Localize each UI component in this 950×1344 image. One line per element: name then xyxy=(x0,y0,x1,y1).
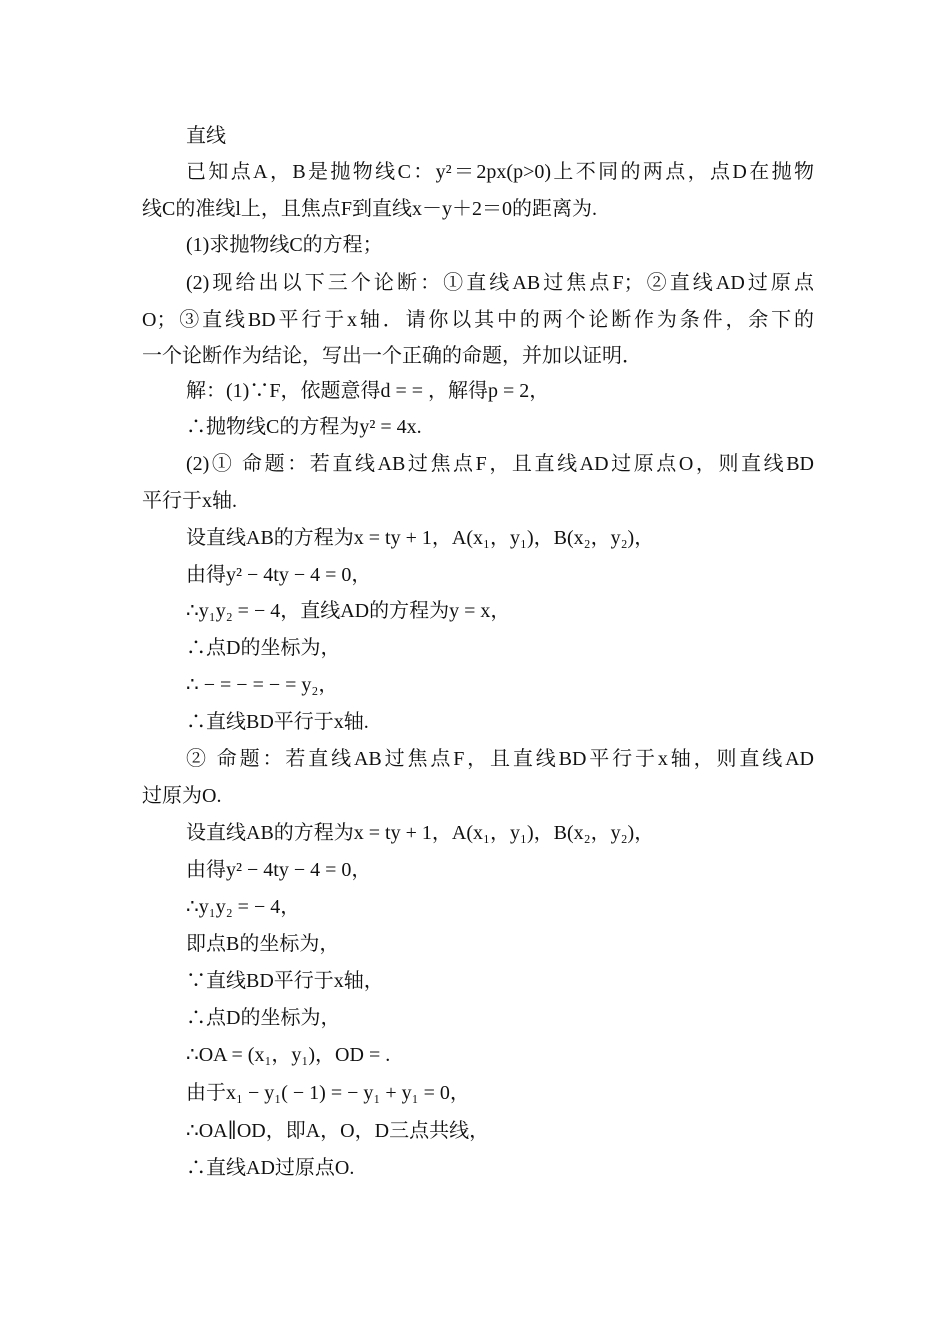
question-2-cont: O；③直线BD平行于x轴．请你以其中的两个论断作为条件，余下的 xyxy=(142,309,814,331)
solution-line: ∴OA∥OD，即A，O，D三点共线， xyxy=(186,1120,490,1142)
solution-line: 即点B的坐标为， xyxy=(186,933,340,955)
solution-line: ∵直线BD平行于x轴， xyxy=(186,970,384,992)
solution-line: 由得y² − 4ty − 4 = 0， xyxy=(186,859,372,881)
solution-line: ∴抛物线C的方程为y² = 4x. xyxy=(186,416,422,438)
solution-line: 设直线AB的方程为x = ty + 1，A(x₁，y₁)，B(x₂，y₂)， xyxy=(186,527,655,549)
proposition-1-cont: 平行于x轴. xyxy=(142,490,237,512)
solution-line: 由于x₁ − y₁( − 1) = − y₁ + y₁ = 0， xyxy=(186,1082,470,1104)
solution-line: 由得y² − 4ty − 4 = 0， xyxy=(186,564,372,586)
solution-line: ∴点D的坐标为， xyxy=(186,637,341,659)
problem-line: 已知点A，B是抛物线C：y²＝2px(p>0)上不同的两点，点D在抛物 xyxy=(186,161,814,183)
proposition-2-cont: 过原为O. xyxy=(142,785,222,807)
question-2: (2)现给出以下三个论断：①直线AB过焦点F；②直线AD过原点 xyxy=(186,272,814,294)
proposition-1: (2)① 命题：若直线AB过焦点F，且直线AD过原点O，则直线BD xyxy=(186,453,814,475)
solution-line: ∴y₁y₂ = − 4，直线AD的方程为y = x， xyxy=(186,600,511,622)
text-line: 直线 xyxy=(186,125,226,147)
question-2-cont: 一个论断作为结论，写出一个正确的命题，并加以证明． xyxy=(142,345,642,367)
solution-line: 解：(1)∵F，依题意得d = = ，解得p = 2， xyxy=(186,380,550,402)
solution-line: ∴直线BD平行于x轴. xyxy=(186,711,369,733)
solution-line: ∴点D的坐标为， xyxy=(186,1007,341,1029)
solution-line: ∴ − = − = − = y₂， xyxy=(186,674,339,696)
proposition-2: ② 命题：若直线AB过焦点F，且直线BD平行于x轴，则直线AD xyxy=(186,748,814,770)
solution-line: ∴直线AD过原点O. xyxy=(186,1157,355,1179)
solution-line: ∴OA = (x₁，y₁)，OD = . xyxy=(186,1044,391,1066)
problem-line: 线C的准线l上，且焦点F到直线x－y＋2＝0的距离为. xyxy=(142,198,598,220)
solution-line: ∴y₁y₂ = − 4， xyxy=(186,896,301,918)
question-1: (1)求抛物线C的方程； xyxy=(186,234,383,256)
solution-line: 设直线AB的方程为x = ty + 1，A(x₁，y₁)，B(x₂，y₂)， xyxy=(186,822,655,844)
